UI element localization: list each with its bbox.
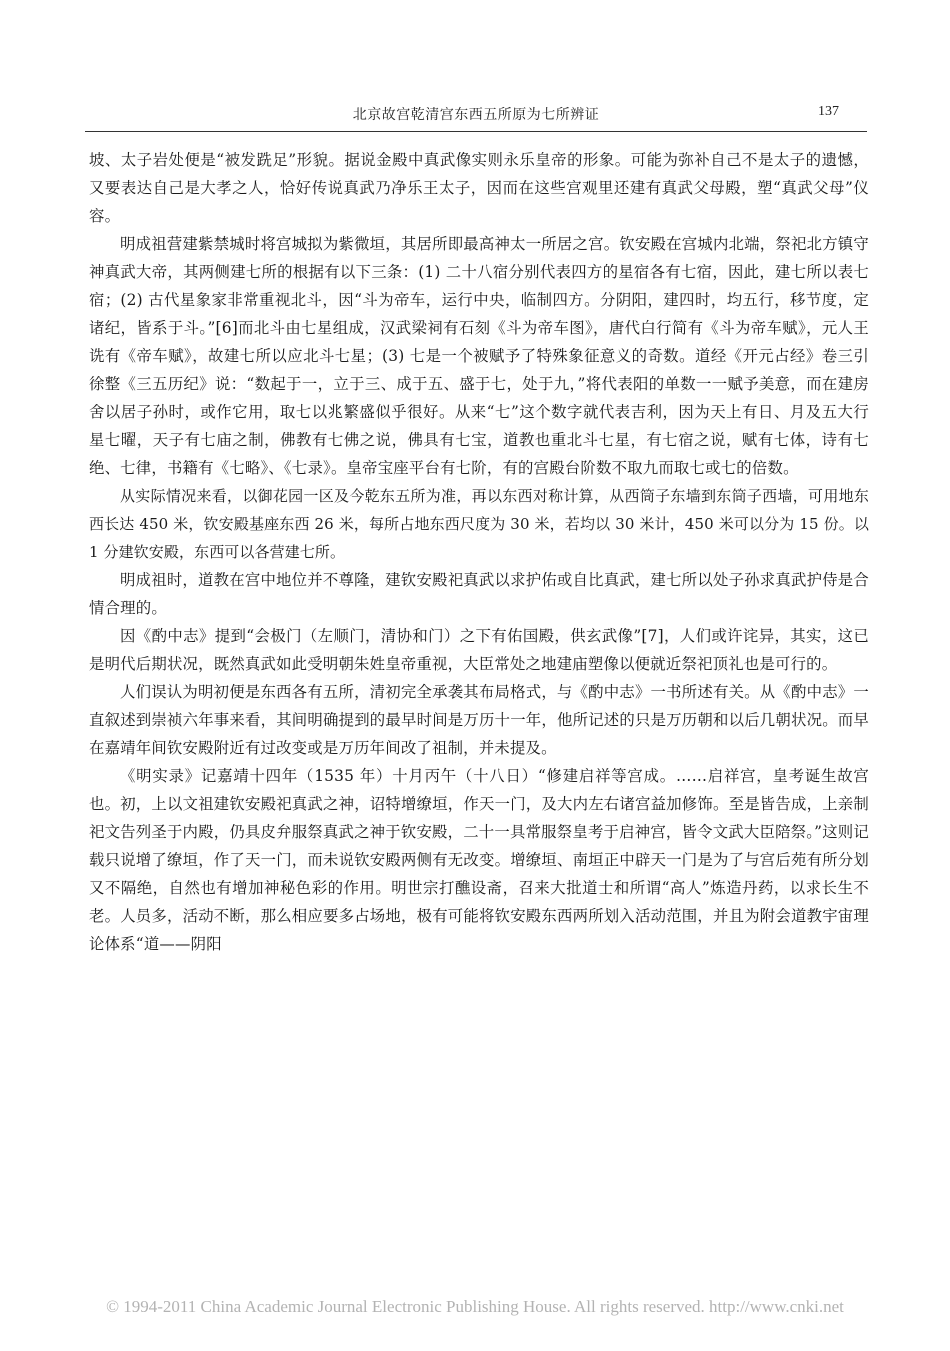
copyright-footer: © 1994-2011 China Academic Journal Electronic Publishing House. All rights reserved. http://www.cnki.net xyxy=(106,1297,844,1316)
running-title: 北京故宫乾清宫东西五所原为七所辨证 xyxy=(352,107,600,123)
paragraph-ming-shilu: 《明实录》记嘉靖十四年（1535 年）十月丙午（十八日）“修建启祥等宫成。……启祥宫，皇考诞生故宫也。初，上以文祖建钦安殿祀真武之神，诏特增缭垣，作天一门，及大内左右诸宫益加修饰。至是皆告成，上亲制祀文告列圣于内殿，仍具皮弁服祭真武之神于钦安殿，二十一具常服祭皇考于启神宫，皆令文武大臣陪祭。”这则记载只说增了缭垣，作了天一门，而未说钦安殿两侧有无改变。增缭垣、南垣正中辟天一门是为了与宫后苑有所分划又不隔绝，自然也有增加神秘色彩的作用。明世宗打醮设斋，召来大批道士和所谓“高人”炼造丹药，以求长生不老。人员多，活动不断，那么相应要多占场地，极有可能将钦安殿东西两所划入活动范围，并且为附会道教宇宙理论体系“道——阴阳 xyxy=(89,767,869,953)
paragraph-chengzu-taoism: 明成祖时，道教在宫中地位并不尊隆，建钦安殿祀真武以求护佑或自比真武，建七所以处子孙求真武护侍是合情合理的。 xyxy=(89,571,869,617)
paragraph-misconception: 人们误认为明初便是东西各有五所，清初完全承袭其布局格式，与《酌中志》一书所述有关。从《酌中志》一直叙述到崇祯六年事来看，其间明确提到的最早时间是万历十一年，他所记述的只是万历朝和以后几朝状况。而早在嘉靖年间钦安殿附近有过改变或是万历年间改了祖制，并未提及。 xyxy=(89,683,869,757)
paragraph-dimensions: 从实际情况来看，以御花园一区及今乾东五所为准，再以东西对称计算，从西筒子东墙到东筒子西墙，可用地东西长达 450 米，钦安殿基座东西 26 米，每所占地东西尺度为 30 米，若均以 30 米计，450 米可以分为 15 份。以 1 分建钦安殿，东西可以各营建七所。 xyxy=(89,487,869,561)
paragraph-zhuozhongzhi-youguo: 因《酌中志》提到“会极门（左顺门，清协和门）之下有佑国殿，供玄武像”[7]，人们或许诧异，其实，这已是明代后期状况，既然真武如此受明朝朱姓皇帝重视，大臣常处之地建庙塑像以便就近祭祀顶礼也是可行的。 xyxy=(89,627,869,673)
page-number: 137 xyxy=(818,104,839,119)
running-head xyxy=(85,104,867,128)
header-rule xyxy=(85,131,867,132)
paragraph-seven-halls-reasons: 明成祖营建紫禁城时将宫城拟为紫微垣，其居所即最高神太一所居之宫。钦安殿在宫城内北端，祭祀北方镇守神真武大帝，其两侧建七所的根据有以下三条：(1) 二十八宿分别代表四方的星宿各有七宿，因此，建七所以表七宿；(2) 古代星象家非常重视北斗，因“斗为帝车，运行中央，临制四方。分阴阳，建四时，均五行，移节度，定诸纪，皆系于斗。”[6]而北斗由七星组成，汉武梁祠有石刻《斗为帝车图》，唐代白行简有《斗为帝车赋》，元人王诜有《帝车赋》，故建七所以应北斗七星；(3) 七是一个被赋予了特殊象征意义的奇数。道经《开元占经》卷三引徐整《三五历纪》说：“数起于一，立于三、成于五、盛于七，处于九，”将代表阳的单数一一赋予美意，而在建房舍以居子孙时，或作它用，取七以兆繁盛似乎很好。从来“七”这个数字就代表吉利，因为天上有日、月及五大行星七曜，天子有七庙之制，佛教有七佛之说，佛具有七宝，道教也重北斗七星，有七宿之说，赋有七体，诗有七绝、七律，书籍有《七略》、《七录》。皇帝宝座平台有七阶，有的宫殿台阶数不取九而取七或七的倍数。 xyxy=(89,235,869,477)
paragraph-continued: 坡、太子岩处便是“被发跣足”形貌。据说金殿中真武像实则永乐皇帝的形象。可能为弥补自己不是太子的遗憾，又要表达自己是大孝之人，恰好传说真武乃净乐王太子，因而在这些宫观里还建有真武父母殿，塑“真武父母”仪容。 xyxy=(89,151,869,225)
article-body xyxy=(89,146,869,958)
